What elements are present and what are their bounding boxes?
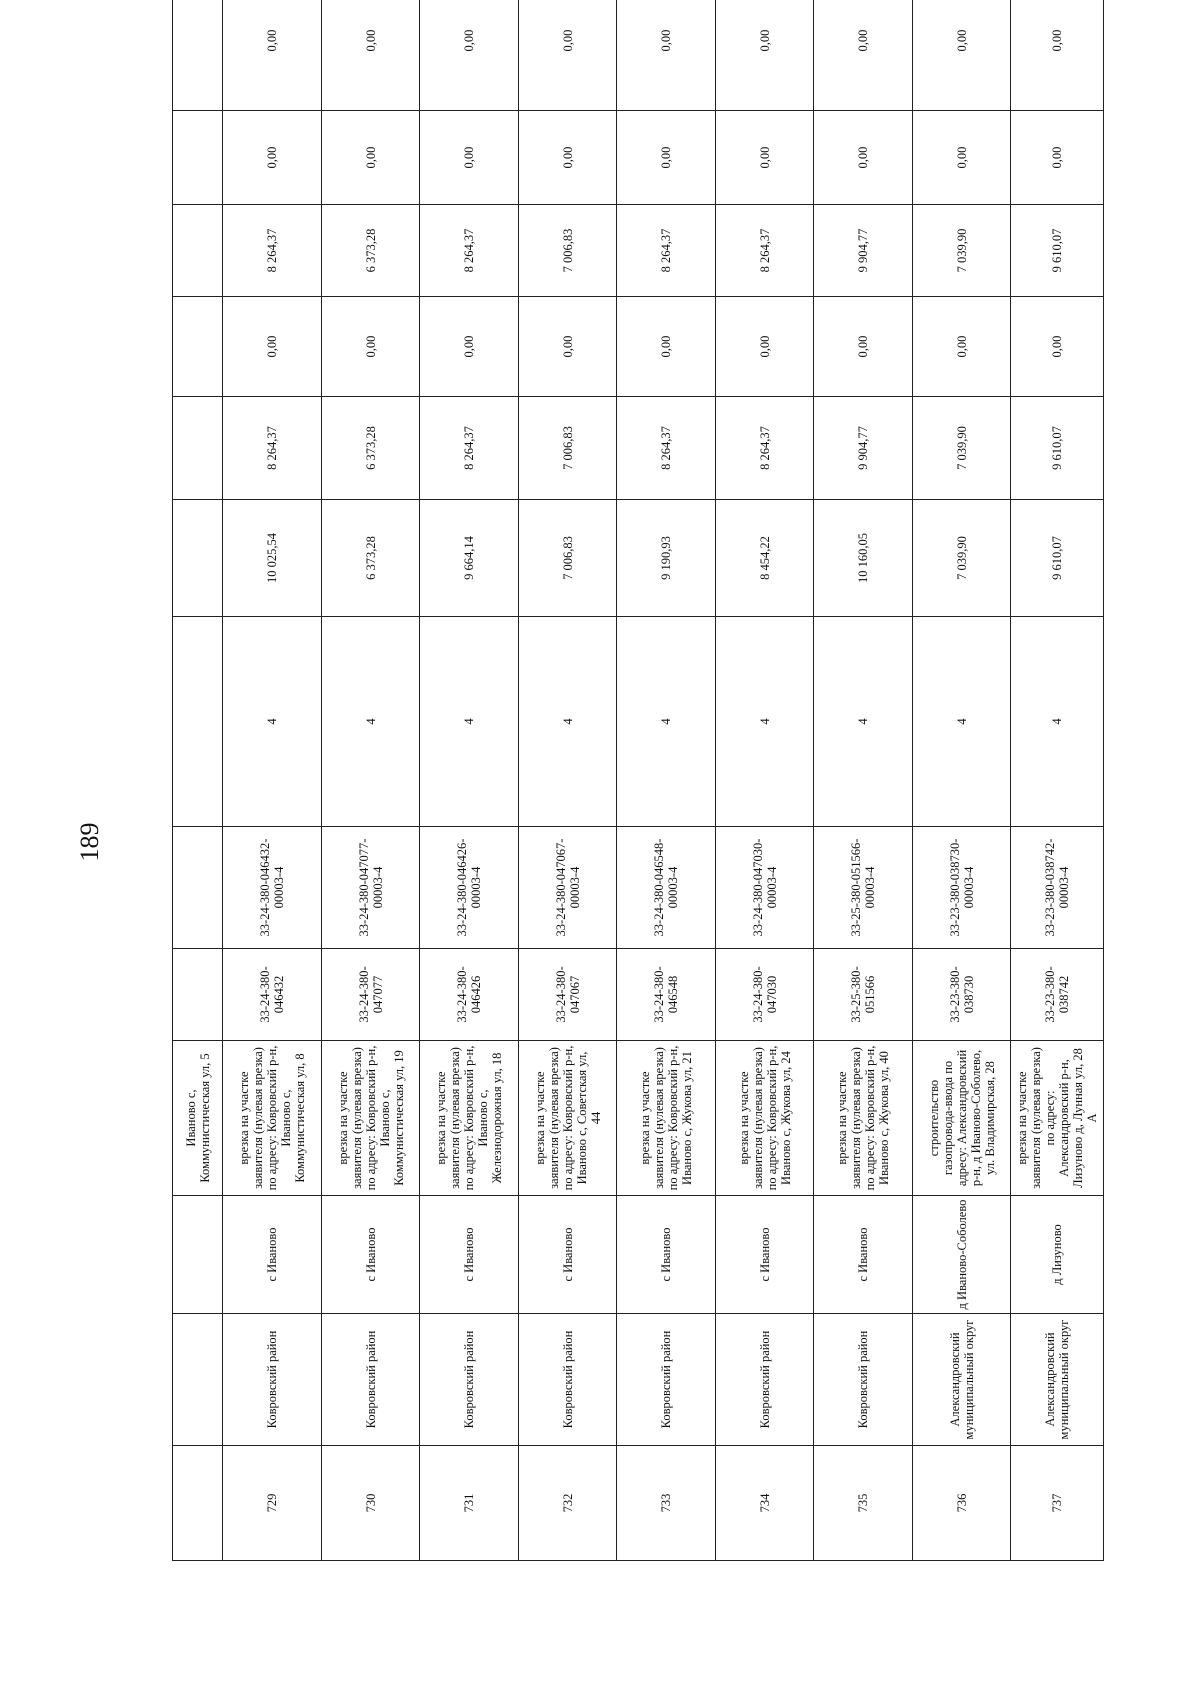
cell-row-number: 735 — [814, 1446, 913, 1561]
cell-value-3: 0,00 — [1011, 297, 1104, 397]
cell-locality: д Иваново-Соболево — [912, 1196, 1011, 1314]
cell-district: Ковровский район — [518, 1314, 617, 1446]
cell-object-code: 33-24-380-047030-00003-4 — [715, 827, 814, 949]
cell-locality: с Иваново — [617, 1196, 716, 1314]
cell-locality: с Иваново — [814, 1196, 913, 1314]
cell-object-code: 33-25-380-051566-00003-4 — [814, 827, 913, 949]
cell-value-2: 8 264,37 — [223, 397, 322, 500]
cell-value-4: 8 264,37 — [617, 205, 716, 297]
cell-value-1: 9 190,93 — [617, 500, 716, 617]
cell-value-2: 7 039,90 — [912, 397, 1011, 500]
page-number: 189 — [75, 822, 104, 862]
cell-address: врезка на участке заявителя (нулевая врезка) по адресу: Ковровский р-н, Иваново с, Железнодорожная ул, 18 — [420, 1041, 519, 1196]
cell-value-6: 0,00 — [814, 0, 913, 111]
cell-district: Ковровский район — [617, 1314, 716, 1446]
cell-address: врезка на участке заявителя (нулевая врезка) по адресу: Ковровский р-н, Иваново с, Коммунистическая ул, 19 — [321, 1041, 420, 1196]
cell-object-code: 33-23-380-038730-00003-4 — [912, 827, 1011, 949]
cell-value-1: 9 664,14 — [420, 500, 519, 617]
cell-empty — [173, 617, 223, 827]
cell-district: Ковровский район — [420, 1314, 519, 1446]
cell-empty — [173, 397, 223, 500]
table-row — [420, 0, 519, 1561]
cell-value-5: 0,00 — [814, 111, 913, 205]
cell-address: врезка на участке заявителя (нулевая врезка) по адресу: Александровский р-н, Лизуново д, Лунная ул, 28 А — [1011, 1041, 1104, 1196]
cell-value-5: 0,00 — [617, 111, 716, 205]
cell-address: врезка на участке заявителя (нулевая врезка) по адресу: Ковровский р-н, Иваново с, Жукова ул, 21 — [617, 1041, 716, 1196]
cell-value-3: 0,00 — [223, 297, 322, 397]
cell-value-5: 0,00 — [912, 111, 1011, 205]
cell-value-3: 0,00 — [321, 297, 420, 397]
cell-value-6: 0,00 — [420, 0, 519, 111]
cell-category: 4 — [912, 617, 1011, 827]
cell-value-4: 9 904,77 — [814, 205, 913, 297]
cell-value-6: 0,00 — [1011, 0, 1104, 111]
cell-empty — [173, 0, 223, 111]
cell-value-4: 9 610,07 — [1011, 205, 1104, 297]
cell-locality: д Лизуново — [1011, 1196, 1104, 1314]
cell-empty — [173, 111, 223, 205]
cell-locality: с Иваново — [223, 1196, 322, 1314]
cell-cadastral-block: 33-23-380-038730 — [912, 949, 1011, 1041]
rotated-table-container — [172, 29, 1104, 1561]
cell-object-code: 33-24-380-047067-00003-4 — [518, 827, 617, 949]
cell-value-5: 0,00 — [223, 111, 322, 205]
cell-object-code: 33-23-380-038742-00003-4 — [1011, 827, 1104, 949]
cell-category: 4 — [321, 617, 420, 827]
cell-empty — [173, 1314, 223, 1446]
cell-district: Александровский муниципальный округ — [1011, 1314, 1104, 1446]
cell-value-2: 8 264,37 — [420, 397, 519, 500]
cell-address: врезка на участке заявителя (нулевая врезка) по адресу: Ковровский р-н, Иваново с, Жукова ул, 24 — [715, 1041, 814, 1196]
cell-object-code: 33-24-380-046426-00003-4 — [420, 827, 519, 949]
table-row — [715, 0, 814, 1561]
cell-value-4: 8 264,37 — [223, 205, 322, 297]
table-row — [321, 0, 420, 1561]
cell-empty — [173, 297, 223, 397]
cell-cadastral-block: 33-24-380-046432 — [223, 949, 322, 1041]
table-row — [617, 0, 716, 1561]
cell-empty — [173, 1446, 223, 1561]
cell-district: Ковровский район — [715, 1314, 814, 1446]
cell-locality: с Иваново — [518, 1196, 617, 1314]
cell-value-2: 8 264,37 — [617, 397, 716, 500]
cell-row-number: 732 — [518, 1446, 617, 1561]
cell-cadastral-block: 33-24-380-047067 — [518, 949, 617, 1041]
cell-district: Ковровский район — [223, 1314, 322, 1446]
cell-value-1: 9 610,07 — [1011, 500, 1104, 617]
table-row — [912, 0, 1011, 1561]
cell-value-2: 9 904,77 — [814, 397, 913, 500]
cell-value-3: 0,00 — [617, 297, 716, 397]
cell-value-6: 0,00 — [912, 0, 1011, 111]
cell-address: Иваново с, Коммунистическая ул, 5 — [173, 1041, 223, 1196]
cell-address: врезка на участке заявителя (нулевая врезка) по адресу: Ковровский р-н, Иваново с, Коммунистическая ул, 8 — [223, 1041, 322, 1196]
cell-empty — [173, 827, 223, 949]
cell-value-4: 6 373,28 — [321, 205, 420, 297]
cell-value-4: 8 264,37 — [715, 205, 814, 297]
table-row-continuation — [173, 0, 223, 1561]
cell-value-3: 0,00 — [912, 297, 1011, 397]
cell-cadastral-block: 33-24-380-047077 — [321, 949, 420, 1041]
cell-row-number: 733 — [617, 1446, 716, 1561]
cell-value-1: 7 006,83 — [518, 500, 617, 617]
cell-value-5: 0,00 — [518, 111, 617, 205]
cell-value-3: 0,00 — [715, 297, 814, 397]
cell-locality: с Иваново — [420, 1196, 519, 1314]
cell-address: врезка на участке заявителя (нулевая врезка) по адресу: Ковровский р-н, Иваново с, Советская ул, 44 — [518, 1041, 617, 1196]
cell-cadastral-block: 33-23-380-038742 — [1011, 949, 1104, 1041]
cell-empty — [173, 205, 223, 297]
cell-value-3: 0,00 — [420, 297, 519, 397]
cell-object-code: 33-24-380-046432-00003-4 — [223, 827, 322, 949]
cell-row-number: 729 — [223, 1446, 322, 1561]
cell-value-1: 7 039,90 — [912, 500, 1011, 617]
table-row — [1011, 0, 1104, 1561]
cell-value-5: 0,00 — [715, 111, 814, 205]
cell-value-5: 0,00 — [1011, 111, 1104, 205]
cell-value-5: 0,00 — [321, 111, 420, 205]
cell-value-3: 0,00 — [518, 297, 617, 397]
cell-value-6: 0,00 — [223, 0, 322, 111]
cell-object-code: 33-24-380-047077-00003-4 — [321, 827, 420, 949]
cell-value-3: 0,00 — [814, 297, 913, 397]
cell-value-1: 10 160,05 — [814, 500, 913, 617]
cell-category: 4 — [715, 617, 814, 827]
cell-value-6: 0,00 — [715, 0, 814, 111]
cell-value-6: 0,00 — [518, 0, 617, 111]
cell-locality: с Иваново — [715, 1196, 814, 1314]
table-row — [814, 0, 913, 1561]
table-row — [518, 0, 617, 1561]
cell-district: Ковровский район — [321, 1314, 420, 1446]
cell-row-number: 737 — [1011, 1446, 1104, 1561]
cell-category: 4 — [1011, 617, 1104, 827]
cell-value-4: 8 264,37 — [420, 205, 519, 297]
cell-locality: с Иваново — [321, 1196, 420, 1314]
cell-value-4: 7 039,90 — [912, 205, 1011, 297]
cell-row-number: 731 — [420, 1446, 519, 1561]
cell-cadastral-block: 33-25-380-051566 — [814, 949, 913, 1041]
cell-value-4: 7 006,83 — [518, 205, 617, 297]
cell-district: Александровский муниципальный округ — [912, 1314, 1011, 1446]
cell-category: 4 — [518, 617, 617, 827]
cell-object-code: 33-24-380-046548-00003-4 — [617, 827, 716, 949]
cell-value-2: 6 373,28 — [321, 397, 420, 500]
cell-category: 4 — [223, 617, 322, 827]
cell-cadastral-block: 33-24-380-046426 — [420, 949, 519, 1041]
cell-category: 4 — [814, 617, 913, 827]
tariff-table — [172, 0, 1104, 1561]
cell-row-number: 736 — [912, 1446, 1011, 1561]
cell-category: 4 — [617, 617, 716, 827]
cell-value-1: 8 454,22 — [715, 500, 814, 617]
cell-value-1: 6 373,28 — [321, 500, 420, 617]
cell-empty — [173, 1196, 223, 1314]
cell-value-1: 10 025,54 — [223, 500, 322, 617]
cell-empty — [173, 500, 223, 617]
cell-value-6: 0,00 — [617, 0, 716, 111]
cell-value-2: 7 006,83 — [518, 397, 617, 500]
cell-cadastral-block: 33-24-380-046548 — [617, 949, 716, 1041]
table-row — [223, 0, 322, 1561]
cell-district: Ковровский район — [814, 1314, 913, 1446]
cell-value-2: 9 610,07 — [1011, 397, 1104, 500]
cell-cadastral-block: 33-24-380-047030 — [715, 949, 814, 1041]
cell-empty — [173, 949, 223, 1041]
cell-category: 4 — [420, 617, 519, 827]
cell-address: строительство газопровода-ввода по адресу: Александровский р-н, д Иваново-Соболево, ул. Владимирская, 28 — [912, 1041, 1011, 1196]
cell-value-2: 8 264,37 — [715, 397, 814, 500]
cell-row-number: 734 — [715, 1446, 814, 1561]
cell-address: врезка на участке заявителя (нулевая врезка) по адресу: Ковровский р-н, Иваново с, Жукова ул, 40 — [814, 1041, 913, 1196]
cell-value-6: 0,00 — [321, 0, 420, 111]
cell-value-5: 0,00 — [420, 111, 519, 205]
cell-row-number: 730 — [321, 1446, 420, 1561]
